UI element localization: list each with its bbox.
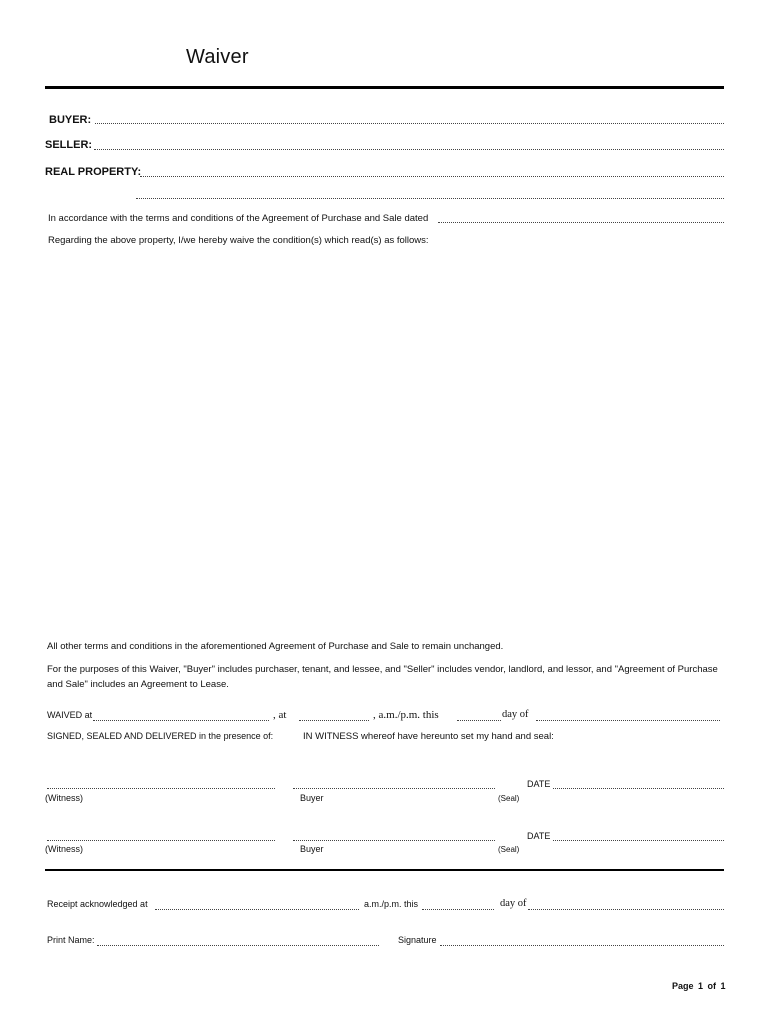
receipt-month-field[interactable]	[528, 909, 724, 910]
ampm-this-label: , a.m./p.m. this	[373, 709, 439, 721]
witness-label-2: (Witness)	[45, 844, 83, 854]
print-name-field[interactable]	[97, 945, 379, 946]
page-number: Page 1 of 1	[672, 981, 726, 991]
page-title: Waiver	[186, 46, 249, 68]
buyer-signature-field-1[interactable]	[293, 788, 495, 789]
buyer-signature-field-2[interactable]	[293, 840, 495, 841]
at-comma-label: , at	[273, 709, 287, 721]
agreement-date-field[interactable]	[438, 222, 724, 223]
day-field[interactable]	[457, 720, 501, 721]
conditions-area[interactable]	[45, 252, 724, 632]
seal-label-2: (Seal)	[498, 845, 520, 854]
real-property-label: REAL PROPERTY:	[45, 166, 142, 178]
witness-signature-field-1[interactable]	[47, 788, 275, 789]
date-label-2: DATE	[527, 831, 551, 841]
receipt-ampm-label: a.m./p.m. this	[364, 899, 419, 909]
date-field-2[interactable]	[553, 840, 724, 841]
date-label-1: DATE	[527, 779, 551, 789]
print-name-label: Print Name:	[47, 935, 95, 945]
buyer-sig-label-1: Buyer	[300, 793, 324, 803]
date-field-1[interactable]	[553, 788, 724, 789]
month-year-field[interactable]	[536, 720, 720, 721]
waived-at-field[interactable]	[93, 720, 269, 721]
receipt-day-field[interactable]	[422, 909, 494, 910]
seal-label-1: (Seal)	[498, 794, 520, 803]
real-property-field-1[interactable]	[140, 176, 724, 177]
signature-label: Signature	[398, 935, 437, 945]
receipt-at-field[interactable]	[155, 909, 359, 910]
receipt-label: Receipt acknowledged at	[47, 899, 148, 909]
purposes-text: For the purposes of this Waiver, "Buyer" includes purchaser, tenant, and lessee, and "Seller" includes vendor, landlord, and lessor, and "Agreement of Purchase and Sale" includes an Agreement to Lease.	[47, 664, 718, 690]
real-property-field-2[interactable]	[136, 198, 724, 199]
time-field[interactable]	[299, 720, 369, 721]
waived-at-label: WAIVED at	[47, 710, 93, 720]
title-divider	[45, 86, 724, 89]
day-of-label: day of	[502, 709, 529, 720]
receipt-day-of-label: day of	[500, 898, 527, 909]
signature-field[interactable]	[440, 945, 724, 946]
unchanged-text: All other terms and conditions in the aforementioned Agreement of Purchase and Sale to remain unchanged.	[47, 641, 504, 652]
seller-label: SELLER:	[45, 139, 93, 151]
agreement-text: In accordance with the terms and conditions of the Agreement of Purchase and Sale dated	[48, 213, 429, 224]
buyer-sig-label-2: Buyer	[300, 844, 324, 854]
in-witness-label: IN WITNESS whereof have hereunto set my hand and seal:	[303, 731, 554, 742]
signed-sealed-label: SIGNED, SEALED AND DELIVERED in the presence of:	[47, 731, 274, 741]
buyer-field[interactable]	[95, 123, 724, 124]
seller-field[interactable]	[94, 149, 724, 150]
waive-text: Regarding the above property, I/we hereby waive the condition(s) which read(s) as follows:	[48, 235, 429, 246]
witness-signature-field-2[interactable]	[47, 840, 275, 841]
witness-label-1: (Witness)	[45, 793, 83, 803]
buyer-label: BUYER:	[49, 114, 92, 126]
receipt-divider	[45, 869, 724, 871]
